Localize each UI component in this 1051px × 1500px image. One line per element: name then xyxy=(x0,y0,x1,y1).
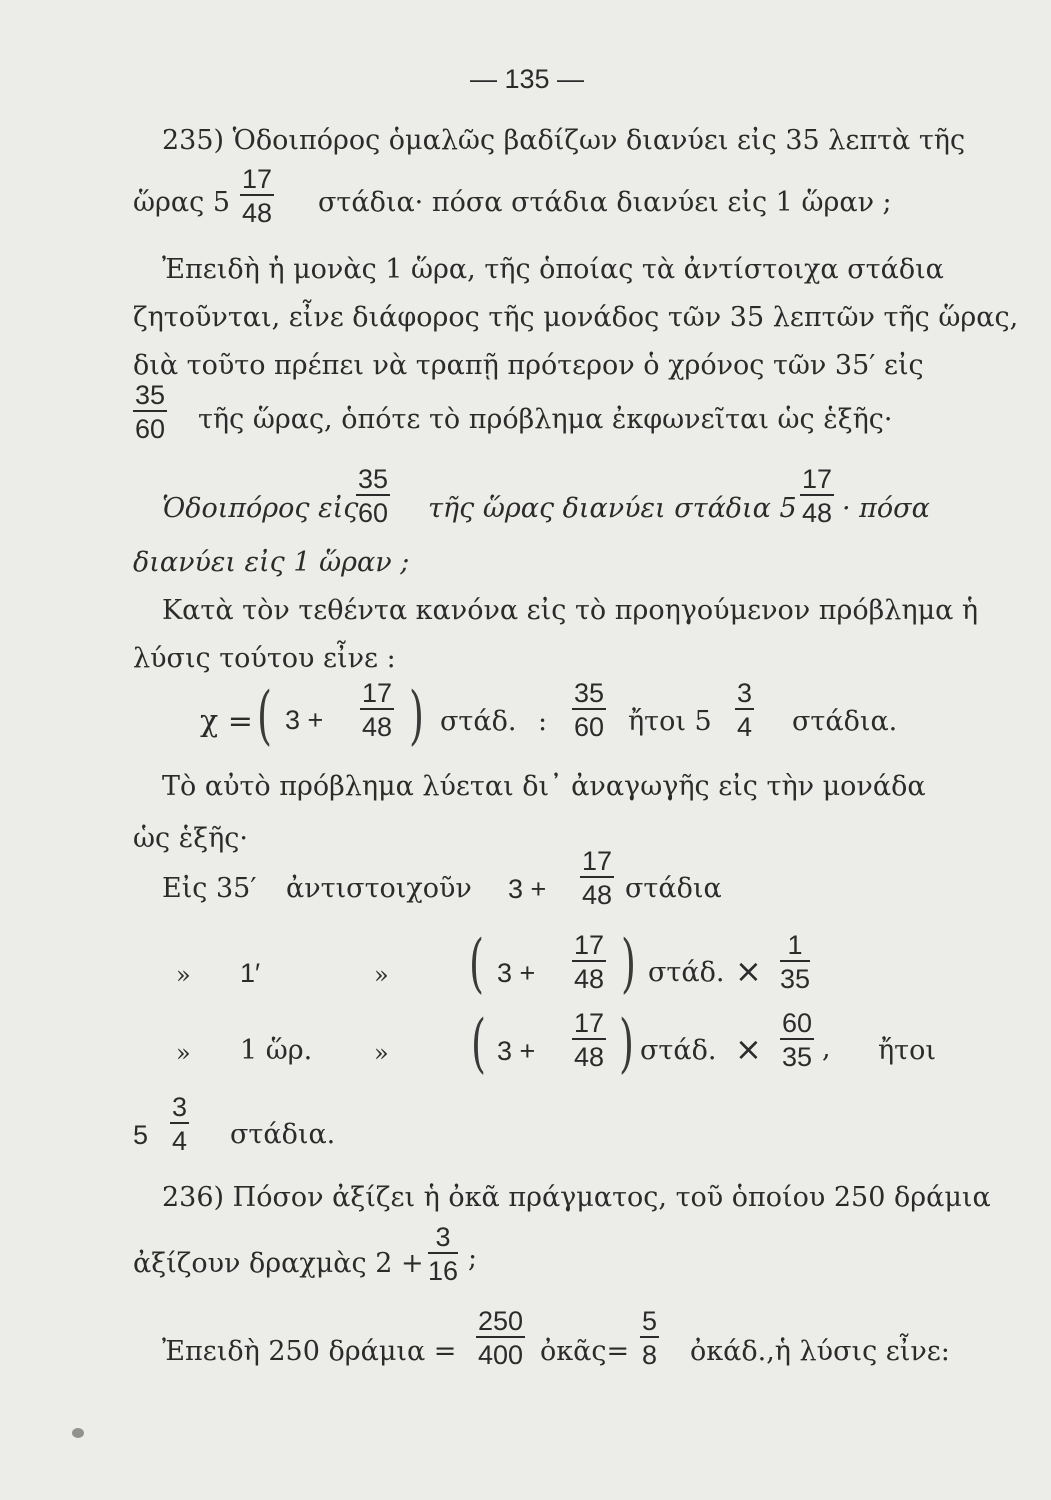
open-paren: ( xyxy=(256,679,272,753)
p236-line2-b: ; xyxy=(468,1243,478,1274)
r3-etoi: ἤτοι xyxy=(878,1035,936,1066)
denominator: 16 xyxy=(428,1256,459,1286)
r2-ditto2: » xyxy=(374,961,389,989)
numerator: 3 xyxy=(428,1222,458,1254)
denominator: 35 xyxy=(782,1042,813,1072)
p235-line5: διὰ τοῦτο πρέπει νὰ τραπῇ πρότερον ὁ χρόνος τῶν 35′ εἰς xyxy=(133,350,924,381)
denominator: 48 xyxy=(574,964,605,994)
numerator: 60 xyxy=(782,1008,813,1038)
p236-line1: 236) Πόσον ἀξίζει ἡ ὀκᾶ πράγματος, τοῦ ὁποίου 250 δράμια xyxy=(162,1182,991,1213)
denominator: 400 xyxy=(478,1340,524,1370)
numerator: 17 xyxy=(574,930,605,960)
eq-lhs: χ = xyxy=(200,704,253,739)
eq-etoi: ἤτοι 5 xyxy=(628,706,712,737)
numerator: 35 xyxy=(358,464,389,494)
denominator: 48 xyxy=(574,1042,605,1072)
numerator: 1 xyxy=(780,930,810,962)
r3-fraction2 xyxy=(780,1008,814,1072)
italic-line1-b: τῆς ὥρας διανύει στάδια 5 xyxy=(428,493,797,524)
denominator: 60 xyxy=(574,712,605,742)
fraction-35-60-italic xyxy=(356,464,390,528)
denominator: 48 xyxy=(582,880,613,910)
r1-c: 3 + xyxy=(508,874,547,904)
numerator: 17 xyxy=(582,846,613,876)
r1-b: ἀντιστοιχοῦν xyxy=(286,873,472,904)
p235-line2-b: στάδια· πόσα στάδια διανύει εἰς 1 ὥραν ; xyxy=(318,187,892,218)
italic-line1-c: · πόσα xyxy=(842,493,930,524)
denominator: 60 xyxy=(358,498,389,528)
numerator: 3 xyxy=(172,1092,188,1122)
numerator: 3 xyxy=(737,678,753,708)
eq-fraction-17-48 xyxy=(360,678,394,742)
p235-line4: ζητοῦνται, εἶνε διάφορος τῆς μονάδος τῶν 35 λεπτῶν τῆς ὥρας, xyxy=(133,302,1019,333)
denominator: 48 xyxy=(242,198,273,228)
numerator: 17 xyxy=(362,678,393,708)
numerator: 250 xyxy=(478,1306,524,1336)
fraction-35-60 xyxy=(133,380,167,444)
close-paren: ) xyxy=(408,679,424,753)
r2-times: × xyxy=(735,952,762,990)
r4-a: 5 xyxy=(133,1120,149,1150)
p236-line3-c: ὀκάδ.,ἡ λύσις εἶνε: xyxy=(690,1336,950,1367)
r2-fraction xyxy=(572,930,606,994)
eq-fraction-35-60 xyxy=(572,678,606,742)
numerator: 35 xyxy=(135,380,166,410)
p235-line1: 235) Ὁδοιπόρος ὁμαλῶς βαδίζων διανύει εἰς 35 λεπτὰ τῆς xyxy=(162,125,966,156)
r4-fraction xyxy=(170,1092,189,1156)
p236-line3-b: ὀκᾶς= xyxy=(540,1336,630,1367)
ink-blot xyxy=(72,1428,84,1438)
p235-line10: λύσις τούτου εἶνε : xyxy=(133,643,396,674)
denominator: 4 xyxy=(172,1126,188,1156)
numerator: 17 xyxy=(574,1008,605,1038)
eq-unit: στάδ. xyxy=(440,706,517,737)
numerator: 17 xyxy=(242,164,273,194)
page-number: — 135 — xyxy=(470,64,585,94)
eq-fraction-3-4 xyxy=(735,678,754,742)
eq-three-plus: 3 + xyxy=(285,705,324,735)
denominator: 48 xyxy=(362,712,393,742)
numerator: 5 xyxy=(642,1306,658,1336)
r2-open-paren: ( xyxy=(468,927,484,1001)
r1-fraction xyxy=(580,846,614,910)
r3-fraction xyxy=(572,1008,606,1072)
r3-close-paren: ) xyxy=(618,1007,634,1081)
r1-a: Εἰς 35′ xyxy=(162,873,257,904)
p235-line6-b: τῆς ὥρας, ὁπότε τὸ πρόβλημα ἐκφωνεῖται ὡς ἑξῆς· xyxy=(198,404,893,435)
numerator: 35 xyxy=(574,678,605,708)
italic-line1-a: Ὁδοιπόρος εἰς xyxy=(162,493,359,524)
p236-line3-a: Ἐπειδὴ 250 δράμια = xyxy=(162,1336,457,1367)
r4-b: στάδια. xyxy=(230,1119,336,1150)
p236-fraction-250-400 xyxy=(476,1306,525,1370)
denominator: 60 xyxy=(135,414,166,444)
denominator: 8 xyxy=(642,1340,658,1370)
p236-fraction-5-8 xyxy=(640,1306,659,1370)
numerator: 17 xyxy=(802,464,833,494)
r3-d: στάδ. xyxy=(640,1035,717,1066)
p236-line2-a: ἀξίζουν δραχμὰς 2 + xyxy=(133,1248,424,1279)
r1-d: στάδια xyxy=(625,873,722,904)
p235-line13: ὡς ἑξῆς· xyxy=(133,823,248,854)
p235-line12: Τὸ αὐτὸ πρόβλημα λύεται δι᾽ ἀναγωγῆς εἰς τὴν μονάδα xyxy=(162,771,926,802)
r2-fraction2 xyxy=(780,930,810,994)
denominator: 48 xyxy=(802,498,833,528)
eq-tail: στάδια. xyxy=(792,706,898,737)
r2-ditto1: » xyxy=(176,961,191,989)
p236-fraction-3-16 xyxy=(428,1222,458,1286)
r3-times: × xyxy=(735,1030,762,1068)
r3-comma: , xyxy=(822,1033,831,1064)
p235-line2-a: ὥρας 5 xyxy=(133,187,231,218)
r3-a: 1 ὥρ. xyxy=(240,1035,313,1066)
p235-line3: Ἐπειδὴ ἡ μονὰς 1 ὥρα, τῆς ὁποίας τὰ ἀντίστοιχα στάδια xyxy=(162,254,944,285)
p235-line9: Κατὰ τὸν τεθέντα κανόνα εἰς τὸ προηγούμενον πρόβλημα ἡ xyxy=(162,595,979,626)
r2-a: 1′ xyxy=(240,958,261,988)
r2-c: 3 + xyxy=(497,958,536,988)
denominator: 35 xyxy=(780,964,811,994)
r3-c: 3 + xyxy=(497,1036,536,1066)
italic-line2: διανύει εἰς 1 ὥραν ; xyxy=(133,547,410,578)
r2-d: στάδ. xyxy=(648,957,725,988)
r3-open-paren: ( xyxy=(470,1007,486,1081)
r3-ditto2: » xyxy=(374,1039,389,1067)
eq-colon: : xyxy=(538,706,548,737)
r2-close-paren: ) xyxy=(620,927,636,1001)
r3-ditto1: » xyxy=(176,1039,191,1067)
fraction-17-48 xyxy=(240,164,274,228)
fraction-17-48-italic xyxy=(800,464,834,528)
denominator: 4 xyxy=(737,712,753,742)
